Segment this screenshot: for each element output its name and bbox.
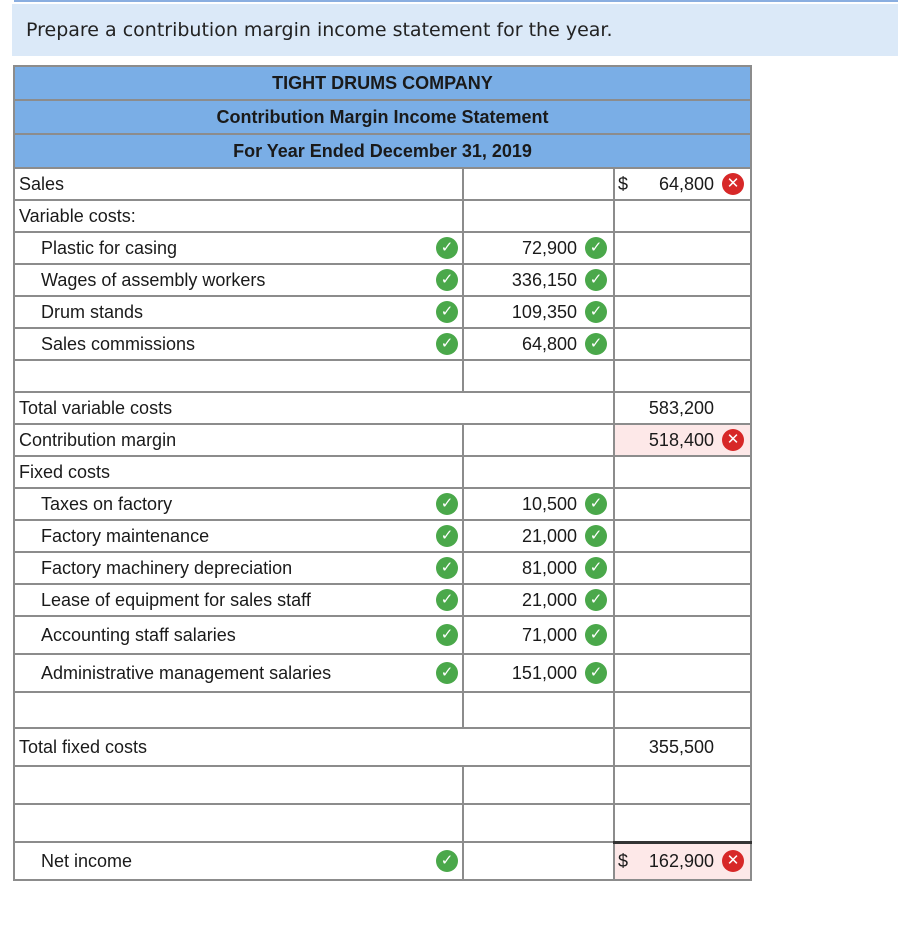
blank-label-cell[interactable] bbox=[14, 766, 463, 804]
blank-label-cell[interactable] bbox=[14, 360, 463, 392]
fixed-item-label[interactable] bbox=[14, 584, 463, 616]
label-text: Net income bbox=[41, 850, 133, 871]
total-cell-empty[interactable] bbox=[614, 488, 751, 520]
table-row bbox=[14, 728, 751, 766]
sales-value: 64,800 bbox=[658, 173, 714, 194]
table-row bbox=[14, 552, 751, 584]
amount-text: 21,000 bbox=[521, 589, 577, 610]
fixed-item-label[interactable] bbox=[14, 654, 463, 692]
variable-item-label[interactable] bbox=[14, 232, 463, 264]
total-cell-empty[interactable] bbox=[614, 328, 751, 360]
fixed-costs-heading[interactable]: Fixed costs bbox=[14, 456, 463, 488]
contribution-margin-label[interactable]: Contribution margin bbox=[14, 424, 463, 456]
table-row bbox=[14, 804, 751, 842]
label-text: Wages of assembly workers bbox=[41, 269, 266, 290]
x-circle-icon: ✕ bbox=[722, 850, 744, 872]
company-name: TIGHT DRUMS COMPANY bbox=[14, 66, 751, 100]
top-border bbox=[14, 0, 898, 2]
fixed-item-amount[interactable] bbox=[463, 488, 614, 520]
table-row bbox=[14, 264, 751, 296]
total-cell-empty[interactable] bbox=[614, 584, 751, 616]
check-circle-icon: ✓ bbox=[436, 237, 458, 259]
check-circle-icon: ✓ bbox=[436, 662, 458, 684]
total-cell-empty[interactable] bbox=[614, 552, 751, 584]
total-cell-empty[interactable] bbox=[614, 200, 751, 232]
variable-costs-heading[interactable]: Variable costs: bbox=[14, 200, 463, 232]
table-row bbox=[14, 842, 751, 880]
check-circle-icon: ✓ bbox=[585, 269, 607, 291]
header-row-period bbox=[14, 134, 751, 168]
check-circle-icon: ✓ bbox=[436, 589, 458, 611]
row-label-sales[interactable]: Sales bbox=[14, 168, 463, 200]
variable-item-amount[interactable] bbox=[463, 264, 614, 296]
blank-label-cell[interactable] bbox=[14, 804, 463, 842]
variable-item-amount[interactable] bbox=[463, 328, 614, 360]
total-cell-empty[interactable] bbox=[614, 654, 751, 692]
currency-symbol: $ bbox=[618, 851, 629, 872]
header-row-title bbox=[14, 100, 751, 134]
check-circle-icon: ✓ bbox=[585, 624, 607, 646]
fixed-item-amount[interactable] bbox=[463, 584, 614, 616]
label-text: Factory machinery depreciation bbox=[41, 557, 293, 578]
table-row bbox=[14, 584, 751, 616]
amount-text: 81,000 bbox=[521, 557, 577, 578]
fixed-item-label[interactable] bbox=[14, 552, 463, 584]
table-row bbox=[14, 692, 751, 728]
total-variable-label: Total variable costs bbox=[14, 392, 614, 424]
check-circle-icon: ✓ bbox=[585, 662, 607, 684]
total-cell-sales[interactable] bbox=[614, 168, 751, 200]
amount-text: 21,000 bbox=[521, 525, 577, 546]
amount-cell-empty[interactable] bbox=[463, 360, 614, 392]
check-circle-icon: ✓ bbox=[585, 557, 607, 579]
table-row bbox=[14, 168, 751, 200]
total-cell-empty[interactable] bbox=[614, 264, 751, 296]
table-row bbox=[14, 360, 751, 392]
amount-cell-empty[interactable] bbox=[463, 200, 614, 232]
fixed-item-label[interactable] bbox=[14, 488, 463, 520]
check-circle-icon: ✓ bbox=[436, 269, 458, 291]
table-row bbox=[14, 232, 751, 264]
total-cell-empty[interactable] bbox=[614, 766, 751, 804]
total-cell-empty[interactable] bbox=[614, 804, 751, 842]
table-row bbox=[14, 200, 751, 232]
variable-item-label[interactable] bbox=[14, 328, 463, 360]
statement-period: For Year Ended December 31, 2019 bbox=[14, 134, 751, 168]
income-statement-table bbox=[13, 65, 752, 881]
table-row bbox=[14, 520, 751, 552]
variable-item-amount[interactable] bbox=[463, 296, 614, 328]
fixed-item-amount[interactable] bbox=[463, 616, 614, 654]
amount-cell-empty[interactable] bbox=[463, 424, 614, 456]
total-fixed-label: Total fixed costs bbox=[14, 728, 614, 766]
total-variable-value: 583,200 bbox=[614, 392, 751, 424]
fixed-item-label[interactable] bbox=[14, 520, 463, 552]
amount-text: 64,800 bbox=[521, 333, 577, 354]
total-cell-empty[interactable] bbox=[614, 456, 751, 488]
fixed-item-amount[interactable] bbox=[463, 654, 614, 692]
total-cell-empty[interactable] bbox=[614, 360, 751, 392]
header-row-company bbox=[14, 66, 751, 100]
amount-text: 336,150 bbox=[511, 269, 577, 290]
statement-title: Contribution Margin Income Statement bbox=[14, 100, 751, 134]
fixed-item-amount[interactable] bbox=[463, 552, 614, 584]
total-cell-empty[interactable] bbox=[614, 520, 751, 552]
table-row bbox=[14, 616, 751, 654]
amount-cell-empty[interactable] bbox=[463, 456, 614, 488]
label-text: Drum stands bbox=[41, 301, 144, 322]
table-row bbox=[14, 766, 751, 804]
net-income-cell[interactable] bbox=[614, 842, 751, 880]
table-row bbox=[14, 328, 751, 360]
amount-cell-empty[interactable] bbox=[463, 804, 614, 842]
fixed-item-label[interactable] bbox=[14, 616, 463, 654]
amount-text: 151,000 bbox=[511, 662, 577, 683]
amount-text: 10,500 bbox=[521, 493, 577, 514]
x-circle-icon: ✕ bbox=[722, 429, 744, 451]
table-row bbox=[14, 296, 751, 328]
net-income-value: 162,900 bbox=[648, 850, 714, 871]
table-row bbox=[14, 392, 751, 424]
variable-item-label[interactable] bbox=[14, 264, 463, 296]
amount-cell-empty[interactable] bbox=[463, 168, 614, 200]
amount-text: 109,350 bbox=[511, 301, 577, 322]
fixed-item-amount[interactable] bbox=[463, 520, 614, 552]
check-circle-icon: ✓ bbox=[585, 589, 607, 611]
amount-cell-empty[interactable] bbox=[463, 692, 614, 728]
label-text: Lease of equipment for sales staff bbox=[41, 589, 311, 610]
check-circle-icon: ✓ bbox=[436, 301, 458, 323]
amount-text: 71,000 bbox=[521, 624, 577, 645]
check-circle-icon: ✓ bbox=[585, 333, 607, 355]
label-text: Plastic for casing bbox=[41, 237, 178, 258]
table-row bbox=[14, 424, 751, 456]
check-circle-icon: ✓ bbox=[585, 237, 607, 259]
total-cell-empty[interactable] bbox=[614, 692, 751, 728]
total-cell-empty[interactable] bbox=[614, 616, 751, 654]
label-text: Taxes on factory bbox=[41, 493, 173, 514]
check-circle-icon: ✓ bbox=[436, 493, 458, 515]
label-text: Accounting staff salaries bbox=[41, 624, 236, 645]
contribution-margin-value: 518,400 bbox=[648, 429, 714, 450]
table-row bbox=[14, 654, 751, 692]
x-circle-icon: ✕ bbox=[722, 173, 744, 195]
check-circle-icon: ✓ bbox=[436, 557, 458, 579]
check-circle-icon: ✓ bbox=[436, 624, 458, 646]
blank-label-cell[interactable] bbox=[14, 692, 463, 728]
check-circle-icon: ✓ bbox=[436, 333, 458, 355]
amount-cell-empty[interactable] bbox=[463, 766, 614, 804]
variable-item-label[interactable] bbox=[14, 296, 463, 328]
net-income-label[interactable] bbox=[14, 842, 463, 880]
total-fixed-value: 355,500 bbox=[614, 728, 751, 766]
check-circle-icon: ✓ bbox=[585, 301, 607, 323]
check-circle-icon: ✓ bbox=[436, 850, 458, 872]
question-prompt: Prepare a contribution margin income statement for the year. bbox=[12, 4, 898, 56]
total-cell-empty[interactable] bbox=[614, 232, 751, 264]
variable-item-amount[interactable] bbox=[463, 232, 614, 264]
table-row bbox=[14, 456, 751, 488]
check-circle-icon: ✓ bbox=[436, 525, 458, 547]
total-cell-empty[interactable] bbox=[614, 296, 751, 328]
table-row bbox=[14, 488, 751, 520]
amount-cell-empty[interactable] bbox=[463, 842, 614, 880]
currency-symbol: $ bbox=[618, 174, 629, 194]
label-text: Administrative management salaries bbox=[41, 662, 332, 683]
amount-text: 72,900 bbox=[521, 237, 577, 258]
label-text: Sales commissions bbox=[41, 333, 196, 354]
check-circle-icon: ✓ bbox=[585, 493, 607, 515]
contribution-margin-cell[interactable] bbox=[614, 424, 751, 456]
check-circle-icon: ✓ bbox=[585, 525, 607, 547]
label-text: Factory maintenance bbox=[41, 525, 210, 546]
